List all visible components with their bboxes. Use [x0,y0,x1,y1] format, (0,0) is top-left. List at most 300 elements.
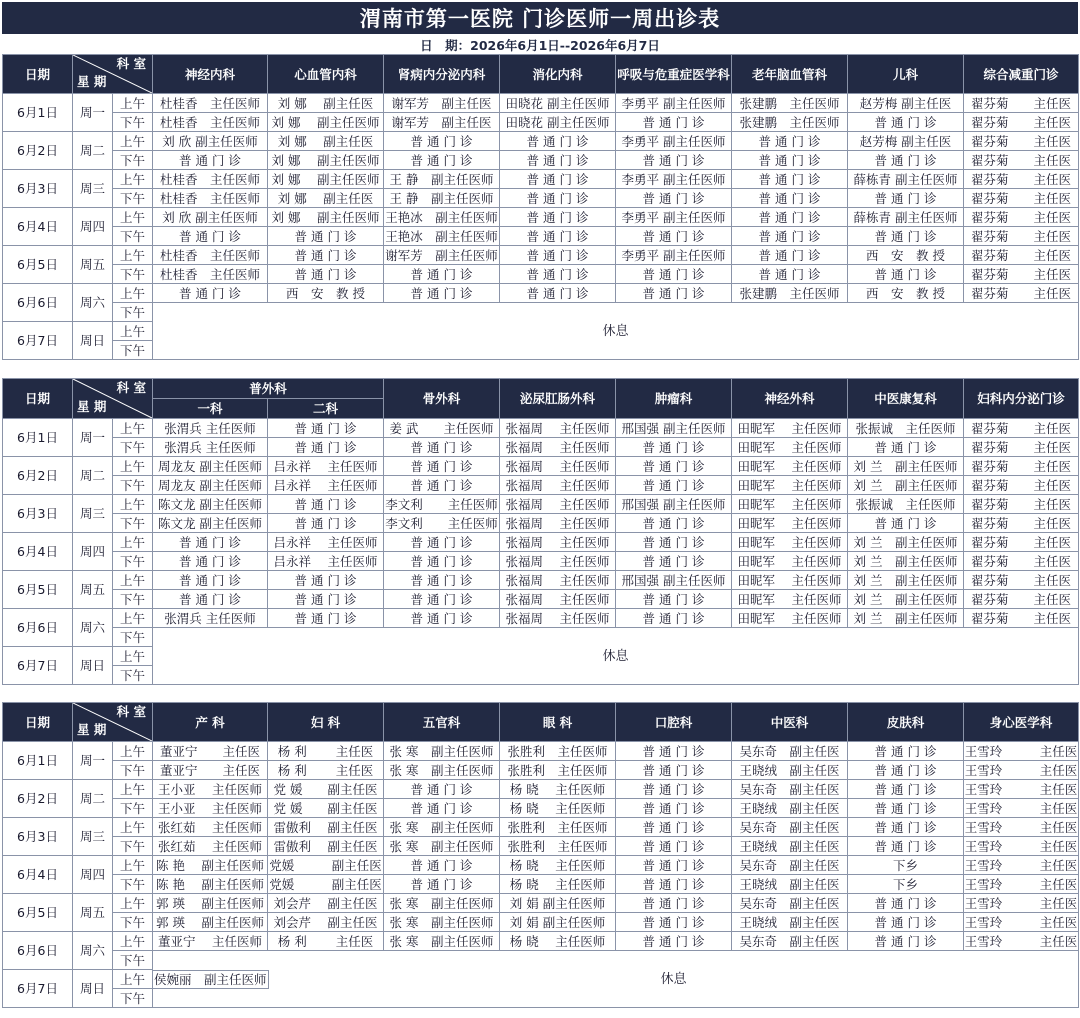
doctor-cell: 党 媛 副主任医 [268,799,384,818]
doctor-cell: 普 通 门 诊 [616,913,732,932]
weekday-cell: 周五 [73,894,113,932]
doctor-cell: 杜桂香 主任医师 [153,94,268,113]
doctor-cell: 普 通 门 诊 [500,170,616,189]
doctor-cell: 谢军芳 副主任医 [384,94,500,113]
doctor-cell: 杨 利 主任医 [268,932,384,951]
doctor-cell: 普 通 门 诊 [616,552,732,571]
doctor-cell: 杨 晓 主任医师 [500,780,616,799]
date-cell: 6月3日 [3,170,73,208]
doctor-cell: 刘 娜 副主任医师 [268,208,384,227]
table-row [3,246,1079,265]
table-row [3,189,1079,208]
doctor-cell: 普 通 门 诊 [153,227,268,246]
doctor-cell: 张 寒 副主任医师 [384,837,500,856]
table-row [3,856,1079,875]
doctor-cell: 田昵军 主任医师 [732,552,848,571]
weekday-cell: 周日 [73,322,113,360]
weekday-cell: 周日 [73,647,113,685]
doctor-cell: 张福周 主任医师 [500,590,616,609]
doctor-cell: 普 通 门 诊 [616,476,732,495]
doctor-cell: 普 通 门 诊 [732,170,848,189]
doctor-cell: 李文利 主任医师 [385,515,498,531]
date-header: 日期 [3,55,73,94]
doctor-cell: 普 通 门 诊 [616,590,732,609]
period-cell: 下午 [113,438,153,457]
doctor-cell: 普 通 门 诊 [616,894,732,913]
doctor-cell: 普 通 门 诊 [616,438,732,457]
doctor-cell: 普 通 门 诊 [732,132,848,151]
doctor-cell: 普 通 门 诊 [268,609,384,628]
rest-cell: 休息 [153,628,1079,685]
table-row [3,590,1079,609]
doctor-cell: 普 通 门 诊 [616,761,732,780]
dept-header: 皮肤科 [848,703,964,742]
doctor-cell: 张振诚 主任医师 [848,495,964,514]
doctor-cell: 王 静 副主任医师 [384,189,500,208]
doctor-cell: 张福周 主任医师 [500,438,616,457]
table-row [3,476,1079,495]
doctor-cell: 普 通 门 诊 [153,590,268,609]
doctor-cell: 普 通 门 诊 [384,875,500,894]
weekday-cell: 周六 [73,609,113,647]
doctor-cell: 王艳冰 副主任医师 [385,228,498,244]
period-cell: 上午 [113,495,153,514]
table-row [3,932,1079,951]
doctor-cell: 王雪玲 主任医 [964,743,1078,759]
doctor-cell: 张福周 主任医师 [500,571,616,590]
doctor-cell: 西 安 教 授 [268,284,384,303]
doctor-cell: 普 通 门 诊 [384,151,500,170]
sub-dept-header: 二科 [268,399,384,419]
doctor-cell: 吕永祥 主任医师 [268,457,384,476]
dept-header: 妇科内分泌门诊 [964,379,1079,419]
dept-header: 儿科 [848,55,964,94]
dept-weekday-header [73,703,153,742]
doctor-cell: 李勇平 副主任医师 [616,246,732,265]
doctor-cell: 翟芬菊 主任医 [964,227,1079,246]
date-header: 日期 [3,379,73,419]
weekday-label: 星 期 [77,399,107,414]
doctor-cell: 刘 兰 副主任医师 [848,571,964,590]
doctor-cell: 普 通 门 诊 [384,533,500,552]
doctor-cell: 翟芬菊 主任医 [964,533,1079,552]
dept-header: 身心医学科 [964,703,1079,742]
doctor-cell: 陈文龙 副主任医师 [153,495,268,514]
doctor-cell: 普 通 门 诊 [616,875,732,894]
doctor-cell: 赵芳梅 副主任医 [848,94,964,113]
doctor-cell: 王艳冰 副主任医师 [385,209,498,225]
date-cell: 6月2日 [3,132,73,170]
doctor-cell: 刘 娟 副主任医师 [500,894,616,913]
doctor-cell: 张振诚 主任医师 [848,419,964,438]
period-cell: 下午 [113,303,153,322]
doctor-cell: 普 通 门 诊 [848,265,964,284]
doctor-cell: 普 通 门 诊 [616,457,732,476]
date-range: 日 期：2026年6月1日--2026年6月7日 [420,38,660,53]
period-cell: 上午 [113,818,153,837]
doctor-cell: 西 安 教 授 [848,246,964,265]
table-row [3,951,1079,970]
weekday-cell: 周六 [73,284,113,322]
doctor-cell: 张胜利 主任医师 [500,837,616,856]
table-row [3,132,1079,151]
doctor-cell: 田晓花 副主任医师 [500,94,616,113]
doctor-cell: 杨 晓 主任医师 [500,856,616,875]
period-cell: 下午 [113,989,153,1008]
doctor-cell: 普 通 门 诊 [848,514,964,533]
doctor-cell: 普 通 门 诊 [153,533,268,552]
doctor-cell: 张福周 主任医师 [500,419,616,438]
doctor-cell: 田昵军 主任医师 [732,590,848,609]
doctor-cell: 普 通 门 诊 [848,113,964,132]
table-row [3,609,1079,628]
period-cell: 下午 [113,151,153,170]
doctor-cell: 郭 瑛 副主任医师 [153,913,268,932]
doctor-cell: 张 寒 副主任医师 [384,742,500,761]
period-cell: 下午 [113,341,153,360]
date-cell: 6月5日 [3,246,73,284]
doctor-cell: 李勇平 副主任医师 [616,94,732,113]
date-cell: 6月5日 [3,571,73,609]
doctor-cell: 普 通 门 诊 [848,151,964,170]
doctor-cell: 普 通 门 诊 [268,438,384,457]
dept-header: 消化内科 [500,55,616,94]
doctor-cell: 刘 娜 副主任医师 [268,151,384,170]
table-row [3,113,1079,132]
doctor-cell: 吕永祥 主任医师 [268,476,384,495]
doctor-cell: 王雪玲 主任医 [964,781,1078,797]
doctor-cell: 张福周 主任医师 [500,457,616,476]
doctor-cell: 董亚宁 主任医 [153,761,268,780]
doctor-cell: 刘会芹 副主任医 [268,894,384,913]
doctor-cell: 普 通 门 诊 [384,457,500,476]
doctor-cell: 张渭兵 主任医师 [153,609,268,628]
period-cell: 上午 [113,132,153,151]
doctor-cell: 张红茹 主任医师 [153,818,268,837]
doctor-cell: 普 通 门 诊 [268,265,384,284]
period-cell: 上午 [113,457,153,476]
date-cell: 6月1日 [3,742,73,780]
dept-header: 肿瘤科 [616,379,732,419]
doctor-cell: 张渭兵 主任医师 [153,419,268,438]
doctor-cell: 普 通 门 诊 [848,913,964,932]
doctor-cell: 普 通 门 诊 [848,799,964,818]
doctor-cell: 普 通 门 诊 [268,514,384,533]
doctor-cell: 吴东奇 副主任医 [732,818,848,837]
doctor-cell: 杜桂香 主任医师 [153,170,268,189]
doctor-cell: 张福周 主任医师 [500,533,616,552]
table-row [3,799,1079,818]
doctor-cell: 普 通 门 诊 [153,284,268,303]
doctor-cell: 董亚宁 主任医师 [153,932,268,951]
period-cell: 上午 [113,970,153,989]
schedule-table-2 [2,378,1079,685]
doctor-cell: 李勇平 副主任医师 [616,132,732,151]
period-cell: 上午 [113,856,153,875]
dept-header: 口腔科 [616,703,732,742]
doctor-cell: 普 通 门 诊 [268,419,384,438]
period-cell: 下午 [113,265,153,284]
doctor-cell: 普 通 门 诊 [500,227,616,246]
dept-label: 科 室 [116,704,146,719]
doctor-cell: 薛栋青 副主任医师 [848,170,964,189]
date-cell: 6月6日 [3,932,73,970]
doctor-cell: 普 通 门 诊 [848,189,964,208]
doctor-cell: 翟芬菊 主任医 [964,590,1079,609]
weekday-cell: 周六 [73,932,113,970]
period-cell: 上午 [113,419,153,438]
doctor-cell: 杨 利 主任医 [268,761,384,780]
doctor-cell: 吕永祥 主任医师 [268,533,384,552]
doctor-cell: 吴东奇 副主任医 [732,742,848,761]
period-cell: 下午 [113,189,153,208]
weekday-cell: 周五 [73,571,113,609]
period-cell: 上午 [113,894,153,913]
doctor-cell: 张胜利 主任医师 [500,761,616,780]
weekday-cell: 周三 [73,818,113,856]
doctor-cell: 普 通 门 诊 [848,818,964,837]
doctor-cell: 普 通 门 诊 [153,552,268,571]
doctor-cell: 雷傲利 副主任医 [268,837,384,856]
period-cell: 上午 [113,533,153,552]
doctor-cell: 刘 娜 副主任医 [268,132,384,151]
table-row [3,438,1079,457]
doctor-cell: 西 安 教 授 [848,284,964,303]
doctor-cell: 邢国强 副主任医师 [616,419,732,438]
doctor-cell: 普 通 门 诊 [384,552,500,571]
date-cell: 6月2日 [3,780,73,818]
doctor-cell: 刘 娟 副主任医师 [500,913,616,932]
doctor-cell: 王晓绒 副主任医 [732,875,848,894]
table-row [3,571,1079,590]
dept-header: 中医康复科 [848,379,964,419]
doctor-cell: 张胜利 主任医师 [500,818,616,837]
doctor-cell: 普 通 门 诊 [732,246,848,265]
doctor-cell: 普 通 门 诊 [848,780,964,799]
dept-header: 产 科 [153,703,268,742]
doctor-cell: 刘 娜 副主任医 [268,189,384,208]
group-header: 普外科 [153,379,384,399]
doctor-cell: 张 寒 副主任医师 [384,913,500,932]
doctor-cell: 谢军芳 副主任医 [384,113,500,132]
date-cell: 6月4日 [3,856,73,894]
period-cell: 上午 [113,609,153,628]
period-cell: 下午 [113,666,153,685]
table-row [3,94,1079,113]
doctor-cell: 普 通 门 诊 [848,932,964,951]
doctor-cell: 邢国强 副主任医师 [616,495,732,514]
date-cell: 6月7日 [3,970,73,1008]
table-row [3,818,1079,837]
doctor-cell: 普 通 门 诊 [500,151,616,170]
doctor-cell: 王雪玲 主任医 [964,838,1078,854]
doctor-cell: 王小亚 主任医师 [153,780,268,799]
doctor-cell: 普 通 门 诊 [616,799,732,818]
sunday-am-doctor: 侯婉丽 副主任医师 [152,970,269,989]
doctor-cell: 刘 兰 副主任医师 [848,533,964,552]
period-cell: 上午 [113,208,153,227]
date-cell: 6月3日 [3,495,73,533]
period-cell: 下午 [113,837,153,856]
period-cell: 下午 [113,799,153,818]
period-cell: 下午 [113,227,153,246]
weekday-cell: 周二 [73,780,113,818]
weekday-cell: 周四 [73,208,113,246]
doctor-cell: 王雪玲 主任医 [964,762,1078,778]
date-cell: 6月7日 [3,647,73,685]
doctor-cell: 普 通 门 诊 [268,227,384,246]
period-cell: 上午 [113,322,153,341]
doctor-cell: 普 通 门 诊 [616,227,732,246]
doctor-cell: 王雪玲 主任医 [964,933,1078,949]
doctor-cell: 普 通 门 诊 [500,208,616,227]
doctor-cell: 普 通 门 诊 [616,151,732,170]
doctor-cell: 王晓绒 副主任医 [732,761,848,780]
doctor-cell: 翟芬菊 主任医 [964,113,1079,132]
doctor-cell: 赵芳梅 副主任医 [848,132,964,151]
doctor-cell: 普 通 门 诊 [848,837,964,856]
table-row [3,208,1079,227]
doctor-cell: 下乡 [848,856,964,875]
doctor-cell: 刘 兰 副主任医师 [848,590,964,609]
period-cell: 上午 [113,170,153,189]
doctor-cell: 普 通 门 诊 [616,284,732,303]
doctor-cell: 吕永祥 主任医师 [268,552,384,571]
doctor-cell: 陈文龙 副主任医师 [153,514,268,533]
table-row [3,837,1079,856]
date-cell: 6月6日 [3,284,73,322]
doctor-cell: 翟芬菊 主任医 [964,284,1079,303]
doctor-cell: 刘 欣 副主任医师 [153,208,268,227]
doctor-cell: 姜 武 主任医师 [384,419,500,438]
table-row [3,761,1079,780]
doctor-cell: 普 通 门 诊 [616,856,732,875]
sub-dept-header: 一科 [153,399,268,419]
period-cell: 下午 [113,514,153,533]
weekday-cell: 周五 [73,246,113,284]
weekday-cell: 周一 [73,419,113,457]
doctor-cell: 普 通 门 诊 [268,571,384,590]
weekday-cell: 周四 [73,533,113,571]
doctor-cell: 李文利 主任医师 [385,496,498,512]
period-cell: 下午 [113,761,153,780]
doctor-cell: 张 寒 副主任医师 [384,761,500,780]
period-cell: 上午 [113,742,153,761]
doctor-cell: 杨 晓 主任医师 [500,799,616,818]
doctor-cell: 普 通 门 诊 [616,742,732,761]
table-row [3,227,1079,246]
table-row [3,457,1079,476]
doctor-cell: 刘 欣 副主任医师 [153,132,268,151]
doctor-cell: 普 通 门 诊 [500,189,616,208]
period-cell: 上午 [113,780,153,799]
dept-weekday-header [73,379,153,419]
doctor-cell: 张福周 主任医师 [500,552,616,571]
date-cell: 6月7日 [3,322,73,360]
doctor-cell: 刘 兰 副主任医师 [848,476,964,495]
doctor-cell: 翟芬菊 主任医 [964,189,1079,208]
table-row [3,533,1079,552]
dept-header: 老年脑血管科 [732,55,848,94]
doctor-cell: 普 通 门 诊 [848,227,964,246]
doctor-cell: 杨 晓 主任医师 [500,932,616,951]
doctor-cell: 张 寒 副主任医师 [384,894,500,913]
doctor-cell: 田昵军 主任医师 [732,457,848,476]
doctor-cell: 翟芬菊 主任医 [964,419,1079,438]
doctor-cell: 王雪玲 主任医 [964,857,1078,873]
doctor-cell: 王雪玲 主任医 [964,800,1078,816]
weekday-cell: 周四 [73,856,113,894]
doctor-cell: 雷傲利 副主任医 [268,818,384,837]
weekday-cell: 周二 [73,132,113,170]
doctor-cell: 普 通 门 诊 [384,856,500,875]
period-cell: 下午 [113,875,153,894]
doctor-cell: 张渭兵 主任医师 [153,438,268,457]
doctor-cell: 翟芬菊 主任医 [964,94,1079,113]
doctor-cell: 吴东奇 副主任医 [732,932,848,951]
weekday-cell: 周三 [73,170,113,208]
table-row [3,419,1079,438]
doctor-cell: 普 通 门 诊 [500,246,616,265]
doctor-cell: 翟芬菊 主任医 [964,151,1079,170]
doctor-cell: 普 通 门 诊 [848,438,964,457]
doctor-cell: 翟芬菊 主任医 [964,246,1079,265]
doctor-cell: 田昵军 主任医师 [732,571,848,590]
dept-header: 心血管内科 [268,55,384,94]
doctor-cell: 普 通 门 诊 [384,780,500,799]
table-row [3,628,1079,647]
dept-label: 科 室 [116,380,146,395]
doctor-cell: 翟芬菊 主任医 [964,552,1079,571]
doctor-cell: 翟芬菊 主任医 [964,571,1079,590]
dept-header: 五官科 [384,703,500,742]
schedule-table-3 [2,702,1079,1008]
schedule-table-1 [2,54,1079,360]
doctor-cell: 王雪玲 主任医 [964,876,1078,892]
doctor-cell: 普 通 门 诊 [616,837,732,856]
doctor-cell: 田昵军 主任医师 [732,514,848,533]
date-cell: 6月2日 [3,457,73,495]
doctor-cell: 党媛 副主任医 [269,857,382,873]
doctor-cell: 张 寒 副主任医师 [384,818,500,837]
table-row [3,780,1079,799]
doctor-cell: 刘 兰 副主任医师 [848,457,964,476]
table-row [3,495,1079,514]
doctor-cell: 普 通 门 诊 [848,761,964,780]
doctor-cell: 杜桂香 主任医师 [153,189,268,208]
dept-header: 泌尿肛肠外科 [500,379,616,419]
table-row [3,552,1079,571]
doctor-cell: 杜桂香 主任医师 [153,265,268,284]
doctor-cell: 吴东奇 副主任医 [732,780,848,799]
period-cell: 上午 [113,284,153,303]
dept-label: 科 室 [116,56,146,71]
doctor-cell: 普 通 门 诊 [732,265,848,284]
doctor-cell: 张胜利 主任医师 [500,742,616,761]
period-cell: 上午 [113,246,153,265]
doctor-cell: 普 通 门 诊 [384,799,500,818]
dept-header: 神经内科 [153,55,268,94]
doctor-cell: 普 通 门 诊 [384,438,500,457]
doctor-cell: 普 通 门 诊 [616,533,732,552]
date-cell: 6月1日 [3,94,73,132]
weekday-cell: 周三 [73,495,113,533]
dept-header: 肾病内分泌内科 [384,55,500,94]
date-cell: 6月4日 [3,533,73,571]
doctor-cell: 普 通 门 诊 [153,151,268,170]
doctor-cell: 翟芬菊 主任医 [964,208,1079,227]
doctor-cell: 下乡 [848,875,964,894]
